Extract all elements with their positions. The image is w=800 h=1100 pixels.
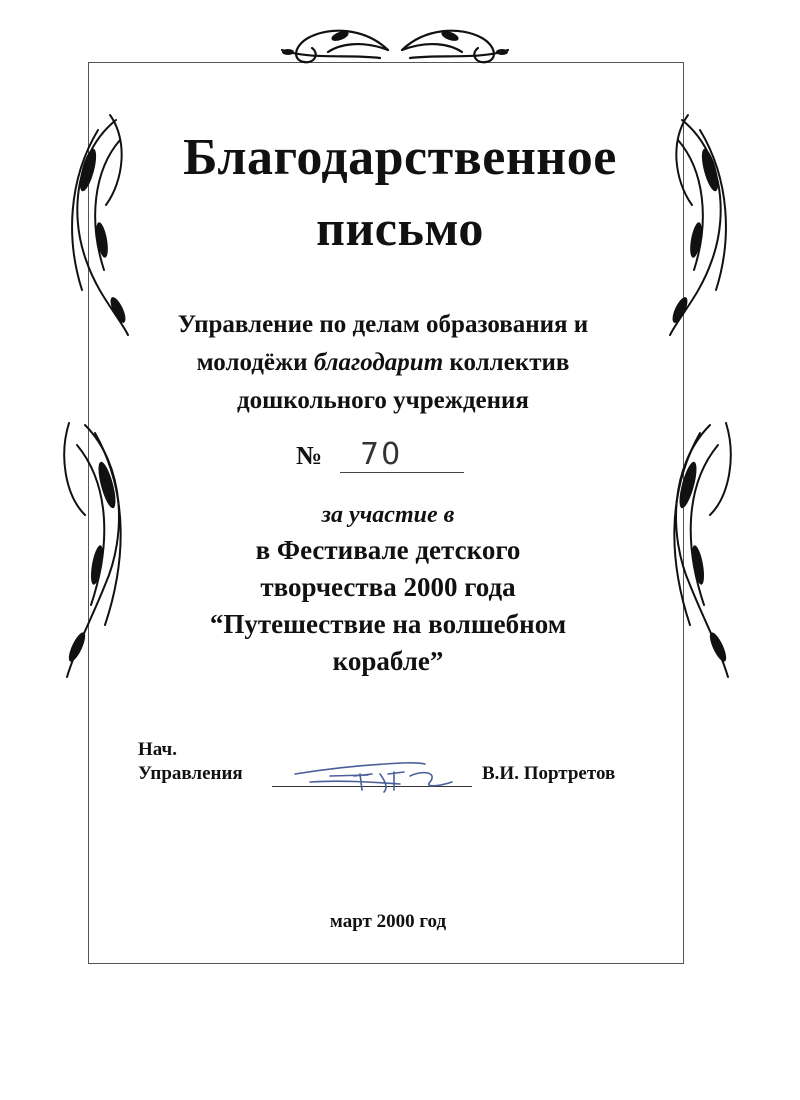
number-underline <box>340 472 464 473</box>
signatory-title-line-1: Нач. <box>138 739 177 760</box>
intro-line-3: дошкольного учреждения <box>237 387 529 414</box>
intro-line-1: Управление по делам образования и <box>177 311 589 338</box>
intro-line-2 <box>0 344 766 382</box>
intro-line-2-emphasis: благодарит <box>313 349 444 376</box>
signatory-title-line-2: Управления <box>138 763 243 784</box>
number-sign: № <box>296 441 323 470</box>
handwritten-signature <box>290 752 465 800</box>
festival-line-3: “Путешествие на волшебном <box>209 609 567 639</box>
intro-line-2-end: коллектив <box>443 349 570 376</box>
top-flourish-ornament <box>270 20 520 70</box>
signatory-name: В.И. Портретов <box>482 763 616 784</box>
festival-line-1: в Фестивале детского <box>255 535 521 565</box>
certificate-title: Благодарственное <box>183 129 617 186</box>
institution-number <box>296 438 476 478</box>
number-value: 70 <box>360 437 403 472</box>
certificate-subtitle: письмо <box>316 200 484 256</box>
participation-text: за участие в <box>321 502 455 528</box>
festival-line-4: корабле” <box>332 646 444 676</box>
intro-line-2-start: молодёжи <box>196 349 314 376</box>
intro-paragraph <box>0 306 766 420</box>
issue-date: март 2000 год <box>329 911 447 932</box>
festival-line-2: творчества 2000 года <box>260 572 516 602</box>
